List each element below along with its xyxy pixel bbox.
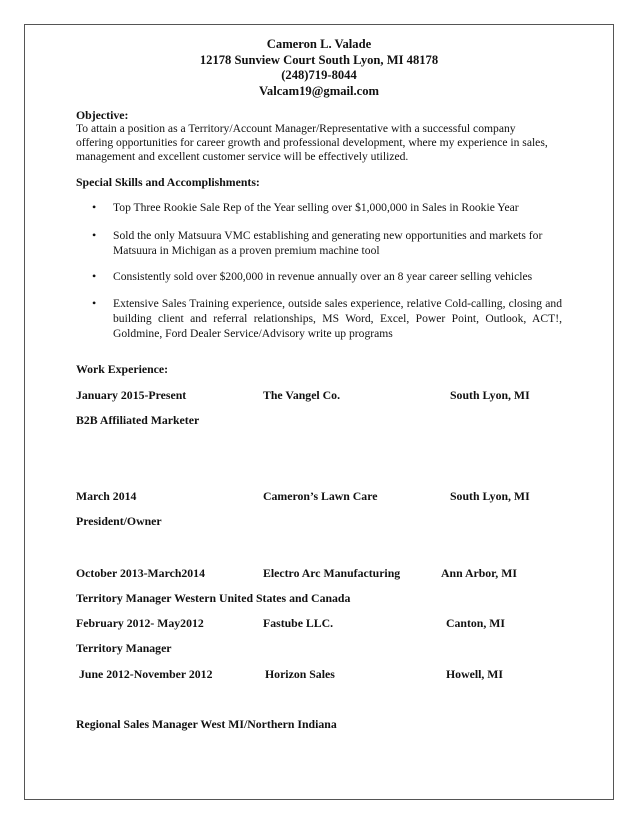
job-role: B2B Affiliated Marketer bbox=[76, 413, 200, 427]
work-experience-heading: Work Experience: bbox=[76, 362, 169, 376]
bullet-icon: • bbox=[92, 296, 97, 310]
job-role: Regional Sales Manager West MI/Northern Indiana bbox=[76, 717, 337, 731]
candidate-name: Cameron L. Valade bbox=[266, 37, 372, 51]
objective-text bbox=[76, 122, 562, 163]
bullet-icon: • bbox=[92, 228, 97, 242]
job-dates: June 2012-November 2012 bbox=[79, 667, 213, 681]
job-location: South Lyon, MI bbox=[450, 388, 530, 402]
job-company: Cameron’s Lawn Care bbox=[263, 489, 378, 503]
objective-heading: Objective: bbox=[76, 108, 129, 122]
job-company: Horizon Sales bbox=[265, 667, 335, 681]
skill-text: Top Three Rookie Sale Rep of the Year selling over $1,000,000 in Sales in Rookie Year bbox=[113, 201, 519, 214]
job-role: Territory Manager bbox=[76, 641, 172, 655]
job-role: President/Owner bbox=[76, 514, 162, 528]
bullet-icon: • bbox=[92, 269, 97, 283]
job-dates: January 2015-Present bbox=[76, 388, 187, 402]
objective-line: To attain a position as a Territory/Account Manager/Representative with a successful company bbox=[76, 122, 516, 135]
objective-line: offering opportunities for career growth and professional development, where my experience in sales, bbox=[76, 135, 548, 149]
skill-text: Consistently sold over $200,000 in revenue annually over an 8 year career selling vehicles bbox=[113, 270, 533, 283]
job-dates: October 2013-March2014 bbox=[76, 566, 205, 580]
resume-header bbox=[24, 37, 614, 99]
candidate-address: 12178 Sunview Court South Lyon, MI 48178 bbox=[199, 52, 439, 67]
job-location: Canton, MI bbox=[446, 616, 505, 630]
job-dates: February 2012- May2012 bbox=[76, 616, 204, 630]
job-location: South Lyon, MI bbox=[450, 489, 530, 503]
skills-heading: Special Skills and Accomplishments: bbox=[76, 175, 260, 189]
candidate-email: Valcam19@gmail.com bbox=[258, 83, 380, 98]
skill-text: Sold the only Matsuura VMC establishing and generating new opportunities and markets for Matsuura in Michigan as a proven premium machine tool bbox=[113, 229, 543, 257]
candidate-phone: (248)719-8044 bbox=[281, 68, 357, 82]
job-location: Howell, MI bbox=[446, 667, 504, 681]
job-dates: March 2014 bbox=[76, 489, 137, 503]
job-role: Territory Manager Western United States and Canada bbox=[76, 591, 351, 605]
job-company: Electro Arc Manufacturing bbox=[263, 566, 401, 580]
bullet-icon: • bbox=[92, 200, 97, 214]
job-company: The Vangel Co. bbox=[263, 388, 341, 402]
job-location: Ann Arbor, MI bbox=[441, 566, 517, 580]
job-company: Fastube LLC. bbox=[263, 616, 334, 630]
objective-line: management and excellent customer service will be effectively utilized. bbox=[76, 149, 409, 163]
skill-text: Extensive Sales Training experience, outside sales experience, relative Cold-calling, closing and building client and referral relationships, MS Word, Excel, Power Point, Outlook, ACT!, Goldmine, Ford Dealer Service/Advisory write up programs bbox=[113, 297, 562, 340]
